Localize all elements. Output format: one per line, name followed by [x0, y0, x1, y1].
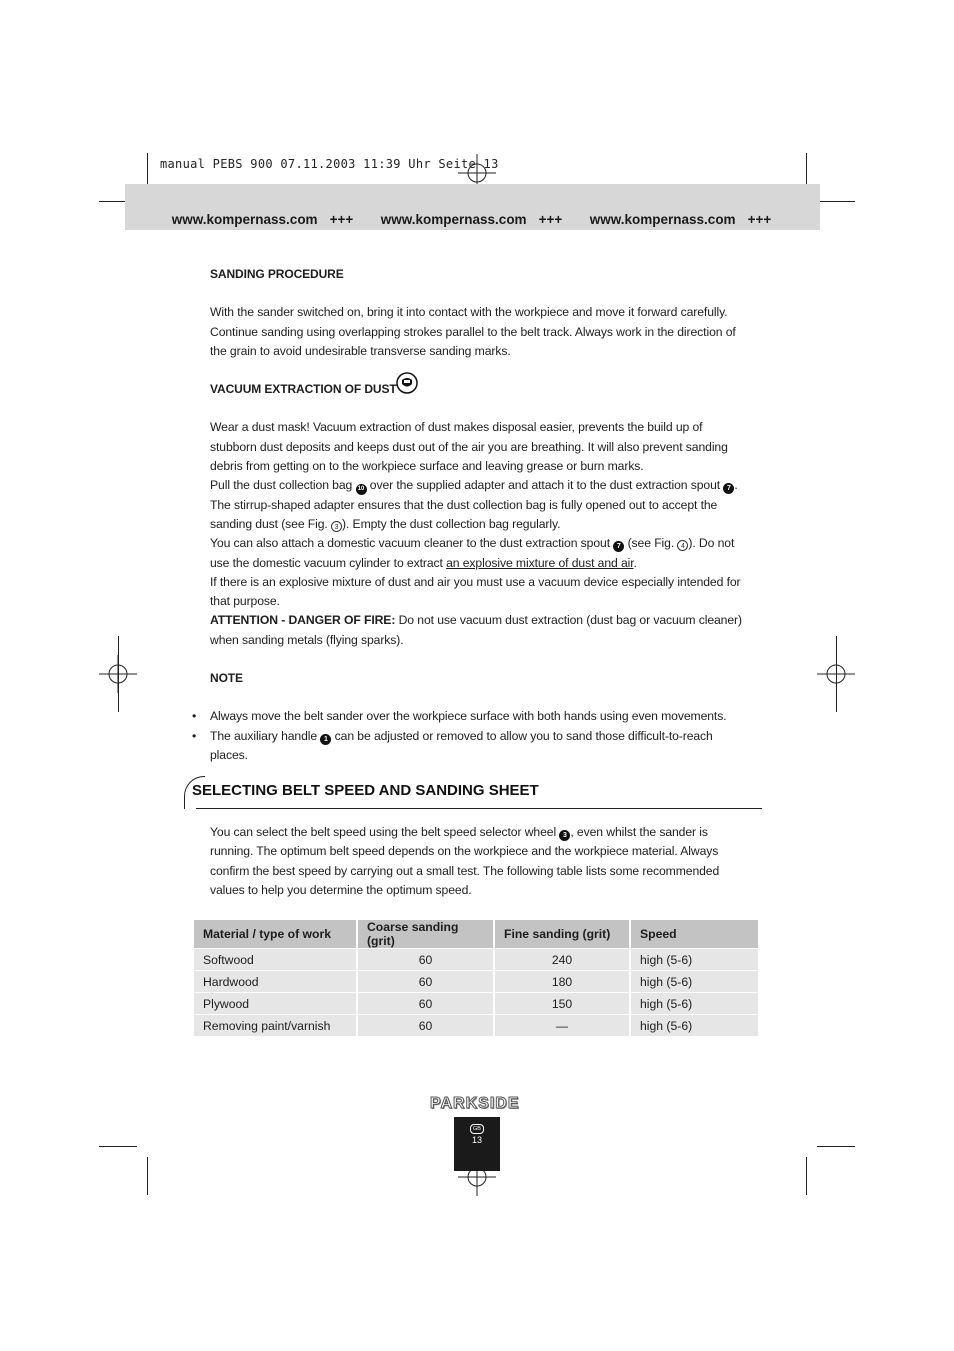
text-run: Do not use vacuum dust extraction (dust bag or vacuum cleaner) [398, 613, 742, 628]
banner-links [125, 212, 820, 227]
table-row [194, 949, 759, 971]
belt-speed-text [210, 823, 760, 900]
crop-mark [99, 1146, 137, 1147]
text-run: (see Fig. [627, 536, 675, 551]
belt-speed-line: values to help you determine the optimum speed. [210, 882, 472, 897]
part-number-badge: 3 [559, 830, 570, 841]
part-number-badge: 7 [723, 483, 734, 494]
table-cell: 60 [357, 993, 494, 1015]
column-header: Speed [630, 920, 759, 949]
speed-table [194, 920, 760, 1037]
text-run: can be adjusted or removed to allow you to sand those difficult-to-reach [334, 728, 713, 743]
attention-text [210, 611, 760, 630]
sanding-line: Continue sanding using overlapping strokes parallel to the belt track. Always work in the direction of [210, 324, 736, 339]
crop-mark [817, 1146, 855, 1147]
belt-speed-line [210, 823, 760, 842]
banner-item [590, 212, 781, 227]
banner-url[interactable]: www.kompernass.com [589, 212, 736, 227]
sanding-line: With the sander switched on, bring it into contact with the workpiece and move it forward carefully. [210, 305, 728, 320]
banner-url[interactable]: www.kompernass.com [380, 212, 527, 227]
table-cell: 150 [494, 993, 630, 1015]
underlined-text: an explosive mixture of dust and air [446, 555, 634, 570]
banner-url[interactable]: www.kompernass.com [171, 212, 318, 227]
text-run: You can also attach a domestic vacuum cleaner to the dust extraction spout [210, 536, 610, 551]
country-badge: GB [470, 1124, 484, 1134]
text-run: use the domestic vacuum cylinder to extract [210, 555, 443, 570]
vacuum-text: The stirrup-shaped adapter ensures that the dust collection bag is fully opened out to accept the [210, 497, 718, 512]
vacuum-heading-text: VACUUM EXTRACTION OF DUST [210, 382, 397, 397]
vacuum-text: Wear a dust mask! Vacuum extraction of dust makes disposal easier, prevents the build up of [210, 420, 703, 435]
vacuum-text [210, 554, 760, 573]
banner-separator: +++ [747, 212, 772, 227]
table-cell: 180 [494, 971, 630, 993]
vacuum-text: stubborn dust deposits and keeps dust out of the air you are breathing. It will also prevent sanding [210, 439, 728, 454]
crop-mark [806, 1157, 807, 1195]
note-heading: NOTE [210, 671, 243, 686]
text-run: ). Empty the dust collection bag regularly. [342, 516, 561, 531]
sanding-heading: SANDING PROCEDURE [210, 267, 344, 281]
text-run: over the supplied adapter and attach it to the dust extraction spout [369, 478, 721, 493]
table-cell: 60 [357, 1015, 494, 1037]
attention-label: ATTENTION - DANGER OF FIRE: [210, 613, 396, 628]
header-banner [125, 184, 820, 230]
table-cell: Removing paint/varnish [194, 1015, 357, 1037]
text-run: sanding dust (see Fig. [210, 516, 328, 531]
text-run: You can select the belt speed using the belt speed selector wheel [210, 825, 557, 839]
table-cell: high (5-6) [630, 993, 759, 1015]
banner-item [172, 212, 363, 227]
text-run: , even whilst the sander is [570, 825, 708, 839]
bullet-icon: • [192, 728, 197, 743]
part-number-badge: 7 [613, 541, 624, 552]
banner-item [381, 212, 572, 227]
vacuum-text: debris from getting on to the workpiece surface and leaving grease or burn marks. [210, 459, 644, 474]
registration-line [836, 636, 837, 712]
table-cell: Softwood [194, 949, 357, 971]
text-run: places. [210, 747, 248, 762]
text-run: ). Do not [688, 536, 735, 551]
text-run: . [734, 478, 738, 493]
table-cell: high (5-6) [630, 971, 759, 993]
list-item [192, 707, 760, 726]
column-header: Fine sanding (grit) [494, 920, 630, 949]
table-cell: Plywood [194, 993, 357, 1015]
table-cell: 60 [357, 971, 494, 993]
belt-speed-line: running. The optimum belt speed depends on the workpiece and the workpiece material. Always [210, 844, 719, 859]
page-number: 13 [471, 1135, 482, 1145]
banner-separator: +++ [329, 212, 354, 227]
table-header-row [194, 920, 759, 949]
section-rule [196, 808, 762, 809]
vacuum-text: that purpose. [210, 594, 280, 609]
table-cell: 60 [357, 949, 494, 971]
vacuum-text [210, 515, 760, 534]
text-run: The auxiliary handle [210, 728, 318, 743]
crop-mark [147, 1157, 148, 1195]
registration-line [118, 636, 119, 712]
table-cell: high (5-6) [630, 949, 759, 971]
column-header: Material / type of work [194, 920, 357, 949]
text-run: . [633, 555, 637, 570]
list-item [192, 727, 760, 766]
vacuum-heading [210, 380, 760, 399]
table-cell: Hardwood [194, 971, 357, 993]
table-cell: high (5-6) [630, 1015, 759, 1037]
print-slug: manual PEBS 900 07.11.2003 11:39 Uhr Seite 13 [160, 157, 499, 171]
bullet-icon: • [192, 709, 197, 724]
vacuum-text: If there is an explosive mixture of dust and air you must use a vacuum device especially intended for [210, 574, 741, 589]
main-content [192, 265, 760, 765]
table-row [194, 1015, 759, 1037]
figure-ref-badge: 3 [331, 521, 342, 532]
column-header: Coarse sanding (grit) [357, 920, 494, 949]
vacuum-text [210, 476, 760, 495]
banner-separator: +++ [538, 212, 563, 227]
part-number-badge: 1 [320, 734, 331, 745]
section-title: SELECTING BELT SPEED AND SANDING SHEET [192, 782, 539, 799]
page-number-box [454, 1117, 500, 1171]
text-run: Pull the dust collection bag [210, 478, 353, 493]
table-cell: — [494, 1015, 630, 1037]
part-number-badge: 10 [356, 484, 367, 495]
parkside-logo: PARKSIDE [430, 1095, 520, 1112]
table-row [194, 971, 759, 993]
list-item-text: Always move the belt sander over the workpiece surface with both hands using even movements. [210, 709, 727, 724]
figure-ref-badge: 4 [677, 540, 688, 551]
crop-mark [817, 201, 855, 202]
vacuum-text [210, 534, 760, 553]
table-cell: 240 [494, 949, 630, 971]
note-list [192, 707, 760, 765]
table-row [194, 993, 759, 1015]
dust-mask-icon [396, 372, 418, 394]
attention-text: when sanding metals (flying sparks). [210, 632, 404, 647]
belt-speed-line: confirm the best speed by carrying out a small test. The following table lists some recommended [210, 863, 720, 878]
sanding-line: the grain to avoid undesirable transverse sanding marks. [210, 343, 511, 358]
